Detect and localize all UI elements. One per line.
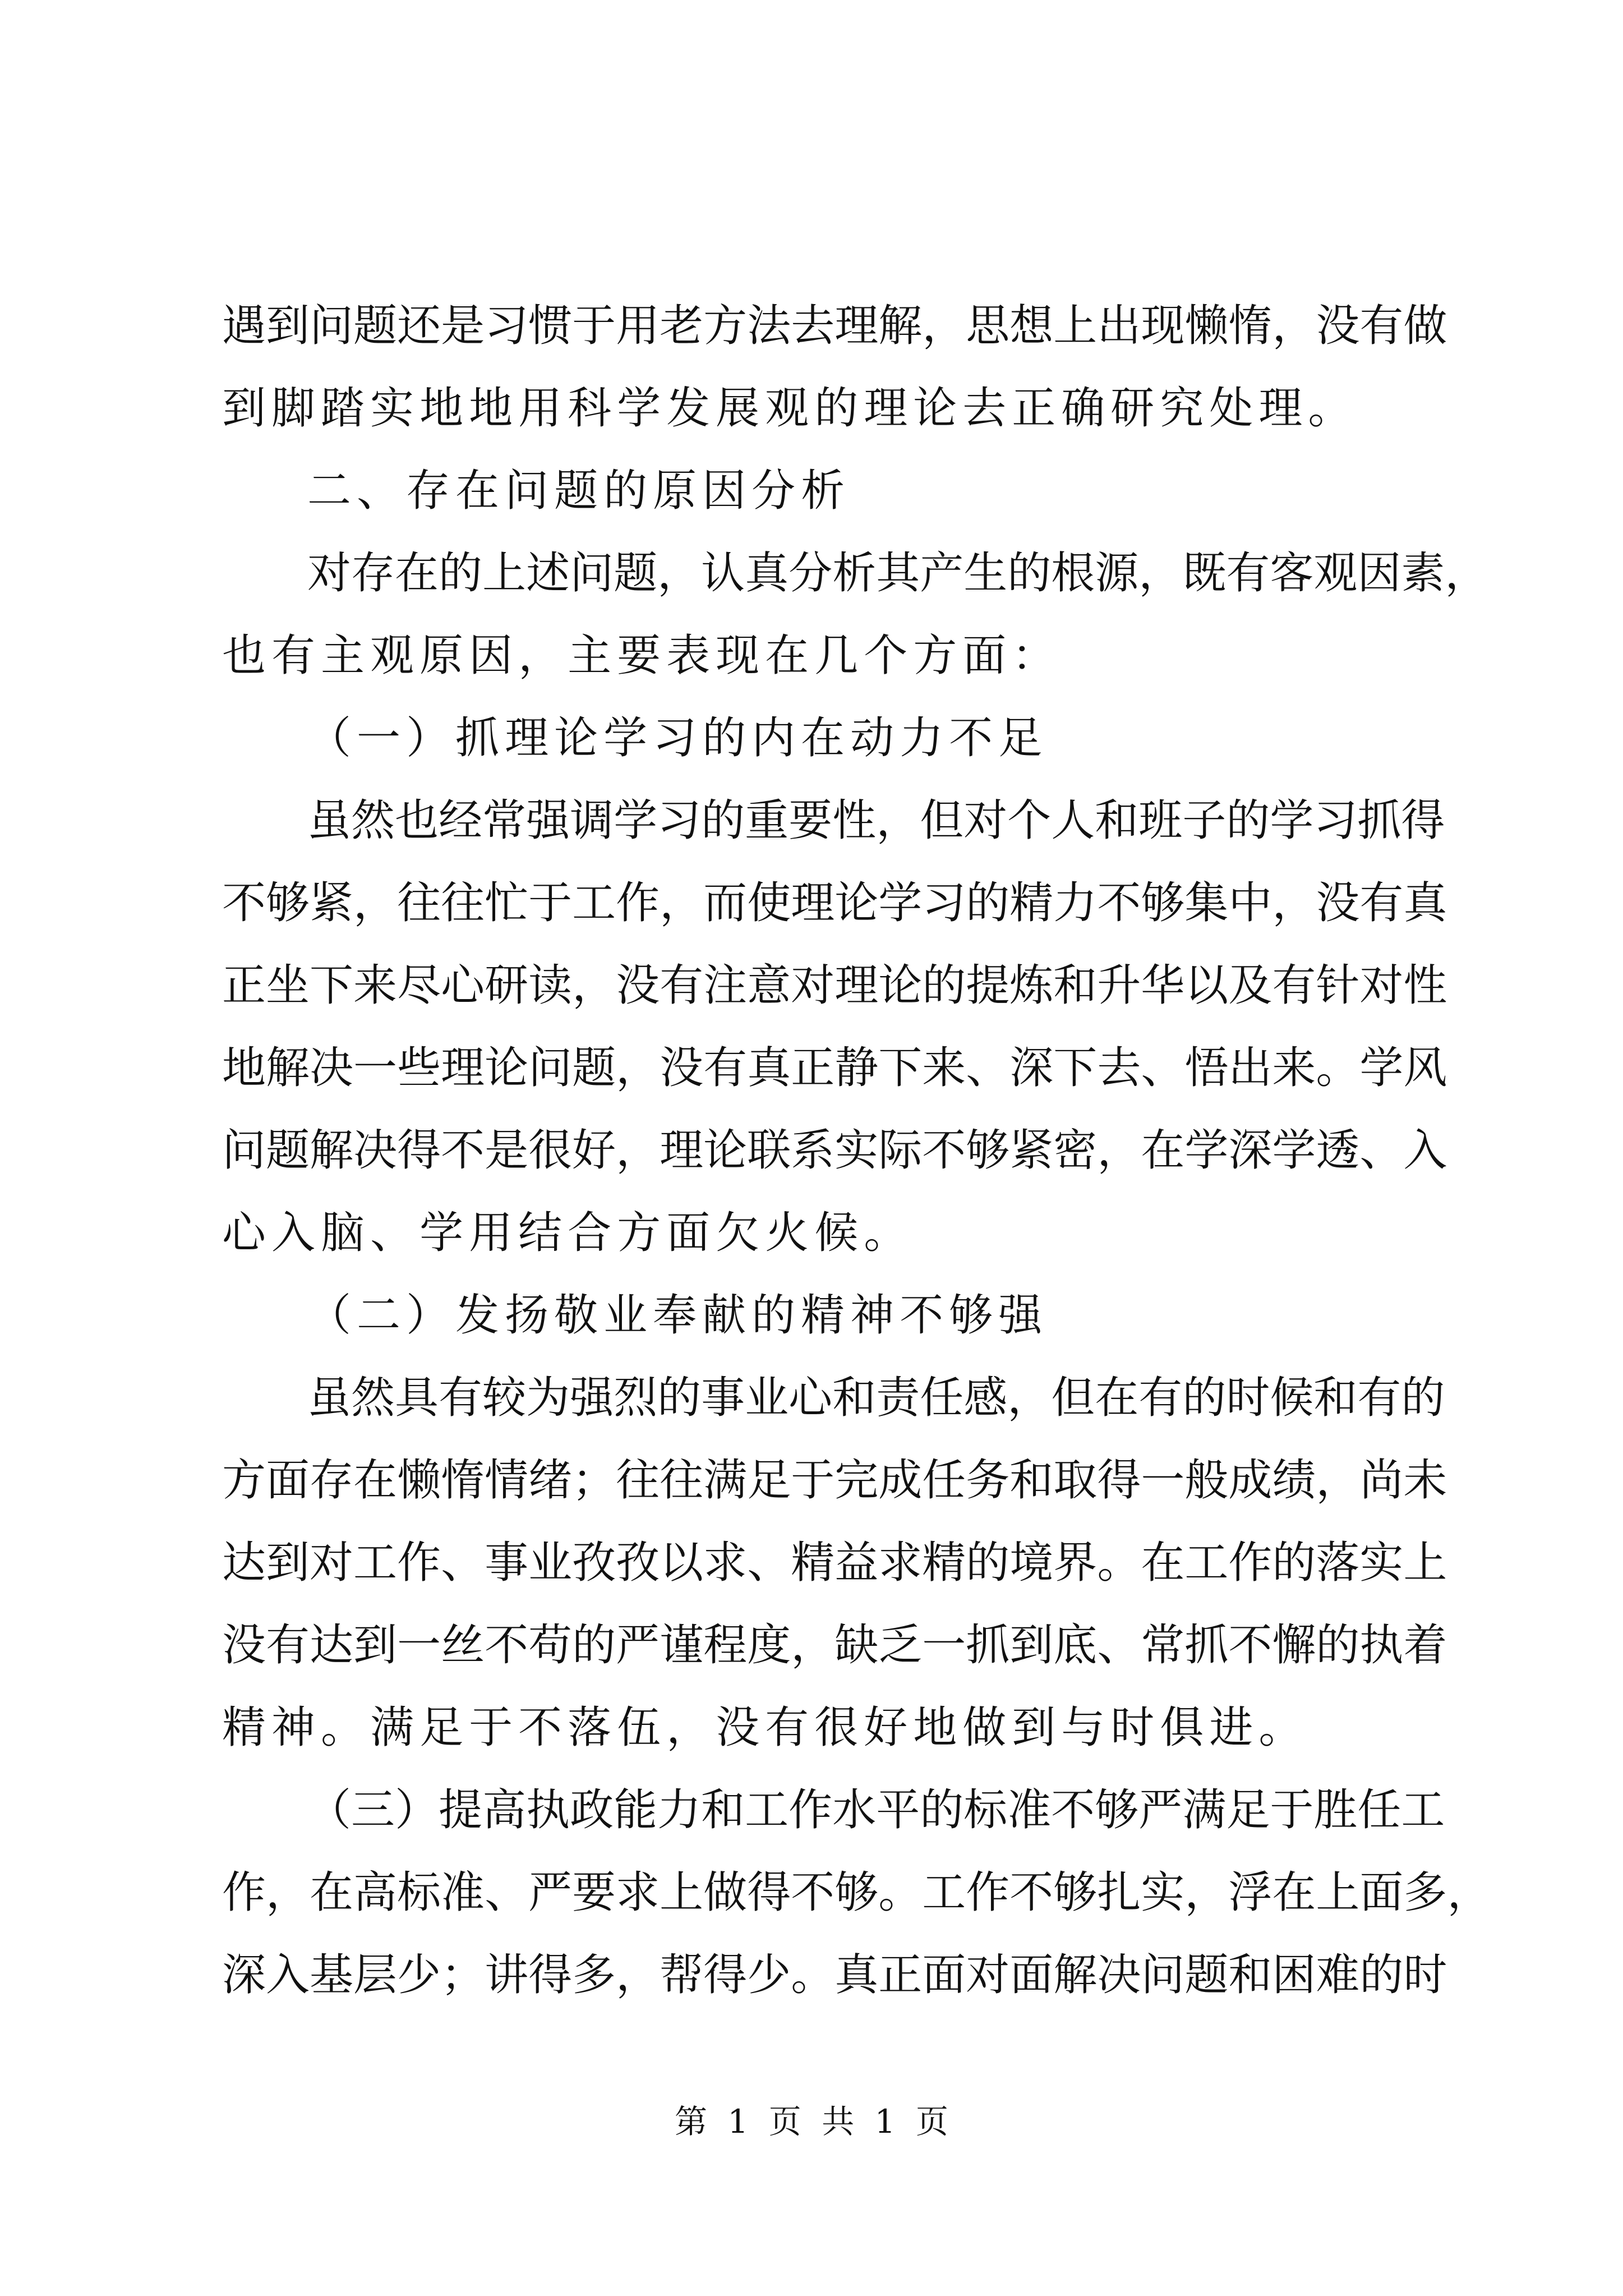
text-line: 没 有 达 到 一 丝 不 苟 的 严 谨 程 度 ， 缺 乏 一 抓 到 底 、 常 抓 不 懈 的 执 着 [222,1620,1447,1671]
text-line: 地 解 决 一 些 理 论 问 题 ， 没 有 真 正 静 下 来 、 深 下 去 、 悟 出 来 。 学 风 [222,1043,1447,1093]
text-line: 虽 然 具 有 较 为 强 烈 的 事 业 心 和 责 任 感 ， 但 在 有 的 时 候 和 有 的 [307,1373,1445,1423]
text-line: 遇 到 问 题 还 是 习 惯 于 用 老 方 法 去 理 解 ， 思 想 上 出 现 懒 惰 ， 没 有 做 [222,301,1447,351]
text-line: 正 坐 下 来 尽 心 研 读 ， 没 有 注 意 对 理 论 的 提 炼 和 升 华 以 及 有 针 对 性 [222,960,1447,1011]
text-line: 深 入 基 层 少 ； 讲 得 多 ， 帮 得 少 。 真 正 面 对 面 解 决 问 题 和 困 难 的 时 [222,1950,1447,2000]
page-footer: 第 1 页 共 1 页 [675,2102,948,2141]
text-line: 也 有 主 观 原 因 ， 主 要 表 现 在 几 个 方 面 ： [222,631,1056,681]
text-line: 到 脚 踏 实 地 地 用 科 学 发 展 观 的 理 论 去 正 确 研 究 处 理 。 [222,383,1352,434]
text-line: （ 一 ） 抓 理 论 学 习 的 内 在 动 力 不 足 [307,713,1043,763]
text-line: 心 入 脑 、 学 用 结 合 方 面 欠 火 候 。 [222,1208,908,1258]
text-line: 问 题 解 决 得 不 是 很 好 ， 理 论 联 系 实 际 不 够 紧 密 ， 在 学 深 学 透 、 入 [222,1125,1447,1176]
text-line: 作 ， 在 高 标 准 、 严 要 求 上 做 得 不 够 。 工 作 不 够 扎 实 ， 浮 在 上 面 多 ， [222,1867,1491,1918]
text-line: （ 三 ） 提 高 执 政 能 力 和 工 作 水 平 的 标 准 不 够 严 满 足 于 胜 任 工 [307,1785,1445,1835]
text-line: 方 面 存 在 懒 惰 情 绪 ； 往 往 满 足 于 完 成 任 务 和 取 得 一 般 成 绩 ， 尚 未 [222,1455,1447,1506]
text-line: 不 够 紧 ， 往 往 忙 于 工 作 ， 而 使 理 论 学 习 的 精 力 不 够 集 中 ， 没 有 真 [222,878,1447,928]
text-line: 虽 然 也 经 常 强 调 学 习 的 重 要 性 ， 但 对 个 人 和 班 子 的 学 习 抓 得 [307,795,1445,846]
text-line: 对 存 在 的 上 述 问 题 ， 认 真 分 析 其 产 生 的 根 源 ， 既 有 客 观 因 素 ， [307,548,1489,599]
document-body [222,285,1491,2017]
text-line: 精 神 。 满 足 于 不 落 伍 ， 没 有 很 好 地 做 到 与 时 俱 进 。 [222,1703,1303,1753]
text-line: （ 二 ） 发 扬 敬 业 奉 献 的 精 神 不 够 强 [307,1290,1043,1341]
text-line: 达 到 对 工 作 、 事 业 孜 孜 以 求 、 精 益 求 精 的 境 界 。 在 工 作 的 落 实 上 [222,1538,1447,1588]
text-line: 二 、 存 在 问 题 的 原 因 分 析 [307,466,845,516]
